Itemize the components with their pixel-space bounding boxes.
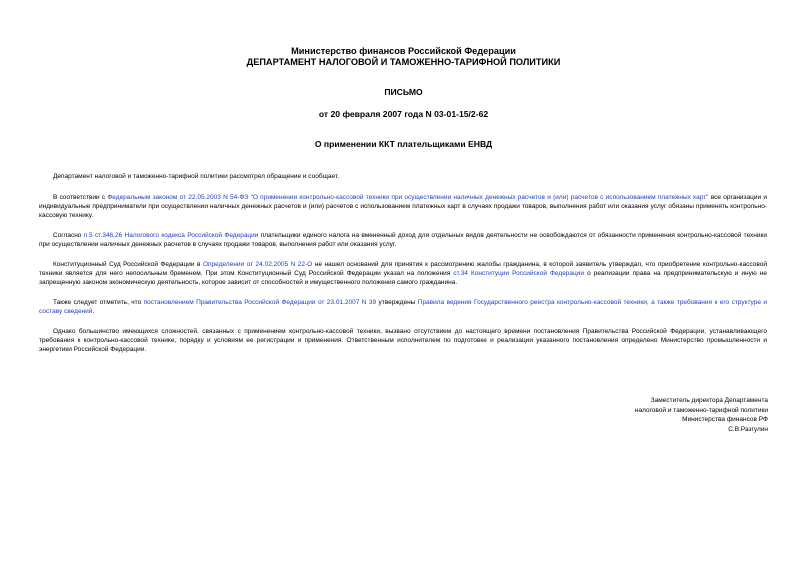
doc-subject: О применении ККТ плательщиками ЕНВД (314, 139, 493, 149)
paragraph-text: Согласно (53, 232, 84, 239)
signature-line-2: налоговой и таможенно-тарифной политики (634, 406, 768, 414)
signature-name: С.В.Разгулин (728, 425, 768, 433)
registry-rules-link[interactable]: Правила ведения Государственного реестра контрольно-кассовой техники, а также требования к его структуре и составу сведений (39, 299, 768, 315)
signature-line-3: Министерства финансов РФ (682, 416, 768, 424)
doc-type: ПИСЬМО (384, 87, 423, 97)
department-name: ДЕПАРТАМЕНТ НАЛОГОВОЙ И ТАМОЖЕННО-ТАРИФНОЙ ПОЛИТИКИ (246, 57, 561, 67)
paragraph-text: . (92, 308, 95, 315)
paragraph-text: все организации и индивидуальные предприниматели при осуществлении наличных денежных расчетов и (или) расчетов с использованием платежных карт в случаях продажи товаров, выполнения работ или оказания услуг обязаны применять контрольно-кассовую технику. (39, 194, 768, 219)
paragraph-text: Также следует отметить, что (53, 299, 144, 306)
tax-code-point-link[interactable]: п.5 (83, 232, 93, 239)
paragraph-1: Департамент налоговой и таможенно-тарифной политики рассмотрел обращение и сообщает. (53, 173, 340, 180)
paragraph-text: не нашел оснований для принятия к рассмотрению жалобы гражданина, в которой заявитель утверждал, что приобретение контрольно-кассовой техники является для него непосильным бременем. При этом Конституционный Суд Российской Федерации указал на положения (39, 261, 767, 277)
paragraph-5 (39, 298, 767, 316)
paragraph-6: Однако большинство имеющихся сложностей, связанных с применением контрольно-кассовой техники, вызвано отсутствием до настоящего времени постановления Правительства Российской Федерации, устанавливающего требования к контрольно-кассовой технике, порядку и условиям ее регистрации и применения. Ответственным исполнителем по подготовке и реализации указанного постановления определено Министерство промышленности и энергетики Российской Федерации. (39, 328, 767, 353)
paragraph-text: утверждены (376, 299, 418, 306)
court-ruling-link[interactable]: Определении от 24.02.2005 N 22-О (202, 261, 313, 268)
paragraph-text: плательщики единого налога на вмененный доход для отдельных видов деятельности не освобождаются от обязанности применения контрольно-кассовой техники при осуществлении наличных денежных расчетов в случаях продажи товаров, выполнения работ или оказания услуг. (39, 232, 767, 248)
constitution-article-link[interactable]: ст.34 Конституции Российской Федерации (453, 270, 585, 277)
federal-law-link[interactable]: Федеральным законом от 22.05.2003 N 54-ФЗ "О применении контрольно-кассовой техники при осуществлении наличных денежных расчетов и (или) расчетов с использованием платежных карт" (107, 194, 709, 201)
government-decree-link[interactable]: постановлением Правительства Российской Федерации от 23.01.2007 N 39 (143, 299, 377, 306)
paragraph-text: о реализации права на предпринимательскую и иную не запрещенную законом экономическую деятельность, которое зависит от способностей и имущественного положения самого гражданина. (39, 270, 767, 286)
paragraph-3 (39, 231, 767, 249)
letter-header (0, 46, 807, 68)
paragraph-2 (39, 193, 767, 220)
signature-block (635, 396, 768, 434)
ministry-name: Министерство финансов Российской Федерации (291, 46, 516, 56)
doc-date-number: от 20 февраля 2007 года N 03-01-15/2-62 (318, 109, 489, 119)
letter-body (39, 172, 767, 365)
paragraph-4 (39, 260, 767, 287)
tax-code-article-link[interactable]: ст.346.26 Налогового кодекса Российской Федерации (95, 232, 259, 239)
paragraph-text: Конституционный Суд Российской Федерации в (53, 261, 203, 268)
paragraph-text: В соответствии с (53, 194, 108, 201)
signature-line-1: Заместитель директора Департамента (650, 397, 768, 404)
